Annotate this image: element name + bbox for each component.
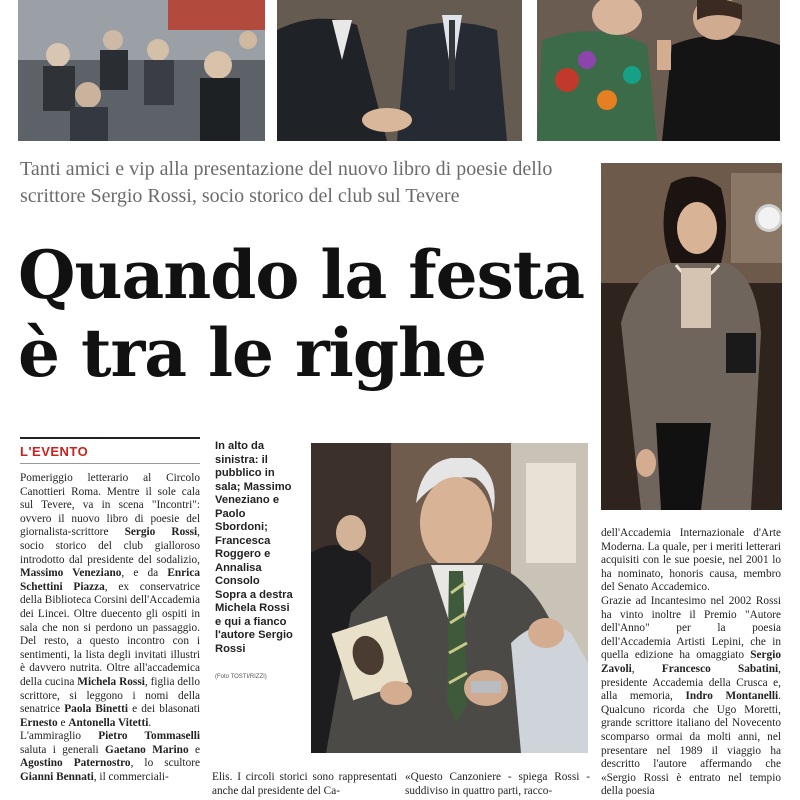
name-bold: Francesco Sabatini — [661, 662, 779, 675]
headline-line-2: è tra le righe — [18, 314, 486, 392]
name-bold: Ernesto — [20, 716, 58, 729]
text: saluta i generali — [20, 743, 106, 756]
text: . — [148, 716, 152, 729]
paragraph-1 — [20, 472, 200, 730]
name-bold: Agostino Paternostro — [20, 757, 131, 770]
name-bold: Indro Montanelli — [685, 690, 779, 703]
section-rule-bottom — [20, 463, 200, 464]
text: Grazie ad Incantesimo nel 2002 Rossi ha vinto inoltre il Premio "Autore dell'Anno" per la poesia dell'Accademia Artisti Lepini, che in quella edizione ha omaggiato — [601, 594, 781, 662]
headline — [18, 236, 608, 392]
photo-two-men — [277, 0, 522, 141]
name-bold: Pietro Tommaselli — [98, 730, 200, 743]
text: Pomeriggio letterario al Circolo Canottieri Roma. Mentre il sole cala sul Tevere, va in scena "Incontri": ovvero il nuovo libro di poesie del giornalista-scrittore — [20, 472, 200, 539]
text: , socio storico del club gialloroso introdotto dal presidente del sodalizio, — [20, 526, 200, 566]
text: L'ammiraglio — [20, 730, 99, 743]
text: , presidente Accademia della Crusca e, alla memoria, — [601, 662, 781, 703]
headline-line-1: Quando la festa — [18, 236, 584, 314]
section-rule-top — [20, 437, 200, 439]
name-bold: Gaetano Marino — [105, 743, 189, 756]
text: e dei blasonati — [128, 703, 200, 716]
name-bold: Massimo Veneziano — [20, 567, 122, 580]
paragraph-4a: dell'Accademia Internazionale d'Arte Moderna. La quale, per i meriti letterari acquisiti con le sue poesie, nel 2001 lo ha nominato, honoris causa, membro del Senato Accademico. — [601, 527, 781, 594]
photo-sergio-rossi — [311, 443, 588, 753]
article-column-3-bottom: «Questo Canzoniere - spiega Rossi - suddiviso in quattro parti, racco- — [405, 771, 590, 797]
paragraph-2 — [20, 730, 200, 784]
text: e — [57, 716, 69, 729]
text: , — [631, 662, 662, 675]
name-bold: Enrica Schettini Piazza — [20, 567, 200, 593]
name-bold: Antonella Vitetti — [68, 716, 149, 729]
text: , lo scultore — [130, 757, 200, 770]
article-column-2-bottom: Elis. I circoli storici sono rappresentati anche dal presidente del Ca- — [212, 771, 397, 797]
name-bold: Sergio Zavoli — [601, 649, 781, 675]
article-column-1 — [20, 472, 200, 800]
text: , e da — [121, 567, 168, 580]
text: , il commerciali- — [93, 771, 169, 784]
text: . Qualcuno ricorda che Ugo Moretti, grande scrittore italiano del Novecento scomparso ormai da molti anni, nel presentare nel 1989 il viaggio ha descritto l'autore affermando che «Sergio Rossi è entrato nel tempio della poesia — [601, 690, 781, 798]
paragraph-4b — [601, 595, 781, 799]
photo-two-women — [537, 0, 780, 141]
name-bold: Michela Rossi — [77, 675, 145, 688]
subtitle: Tanti amici e vip alla presentazione del nuovo libro di poesie dello scrittore Sergio Rossi, socio storico del club sul Tevere — [20, 158, 553, 207]
text: e — [188, 743, 200, 756]
section-label: L'EVENTO — [20, 444, 89, 459]
photo-audience — [18, 0, 265, 141]
name-bold: Sergio Rossi — [124, 526, 198, 539]
name-bold: Gianni Bennati — [20, 771, 94, 784]
text: , figlia dello scrittore, si leggono i nomi della senatrice — [20, 675, 200, 716]
photo-michela-rossi — [601, 163, 782, 510]
photo-credit: (Foto TOSTI/RIZZI) — [215, 674, 267, 680]
name-bold: Paola Binetti — [64, 703, 129, 716]
photo-caption: In alto da sinistra: il pubblico in sala; Massimo Veneziano e Paolo Sbordoni; Francesca Roggero e Annalisa Consolo Sopra a destra Michela Rossi e qui a fianco l'autore Sergio Rossi — [215, 440, 293, 655]
article-column-4 — [601, 527, 781, 800]
text: , ex conservatrice della Biblioteca Corsini dell'Accademia dei Lincei. Oltre duecento gli ospiti in sala che non si perdono un passaggio. Del resto, a questo incontro con i sentimenti, la lista degli invitati illustri è davvero nutrita. Oltre all'accademica della cucina — [20, 580, 200, 688]
